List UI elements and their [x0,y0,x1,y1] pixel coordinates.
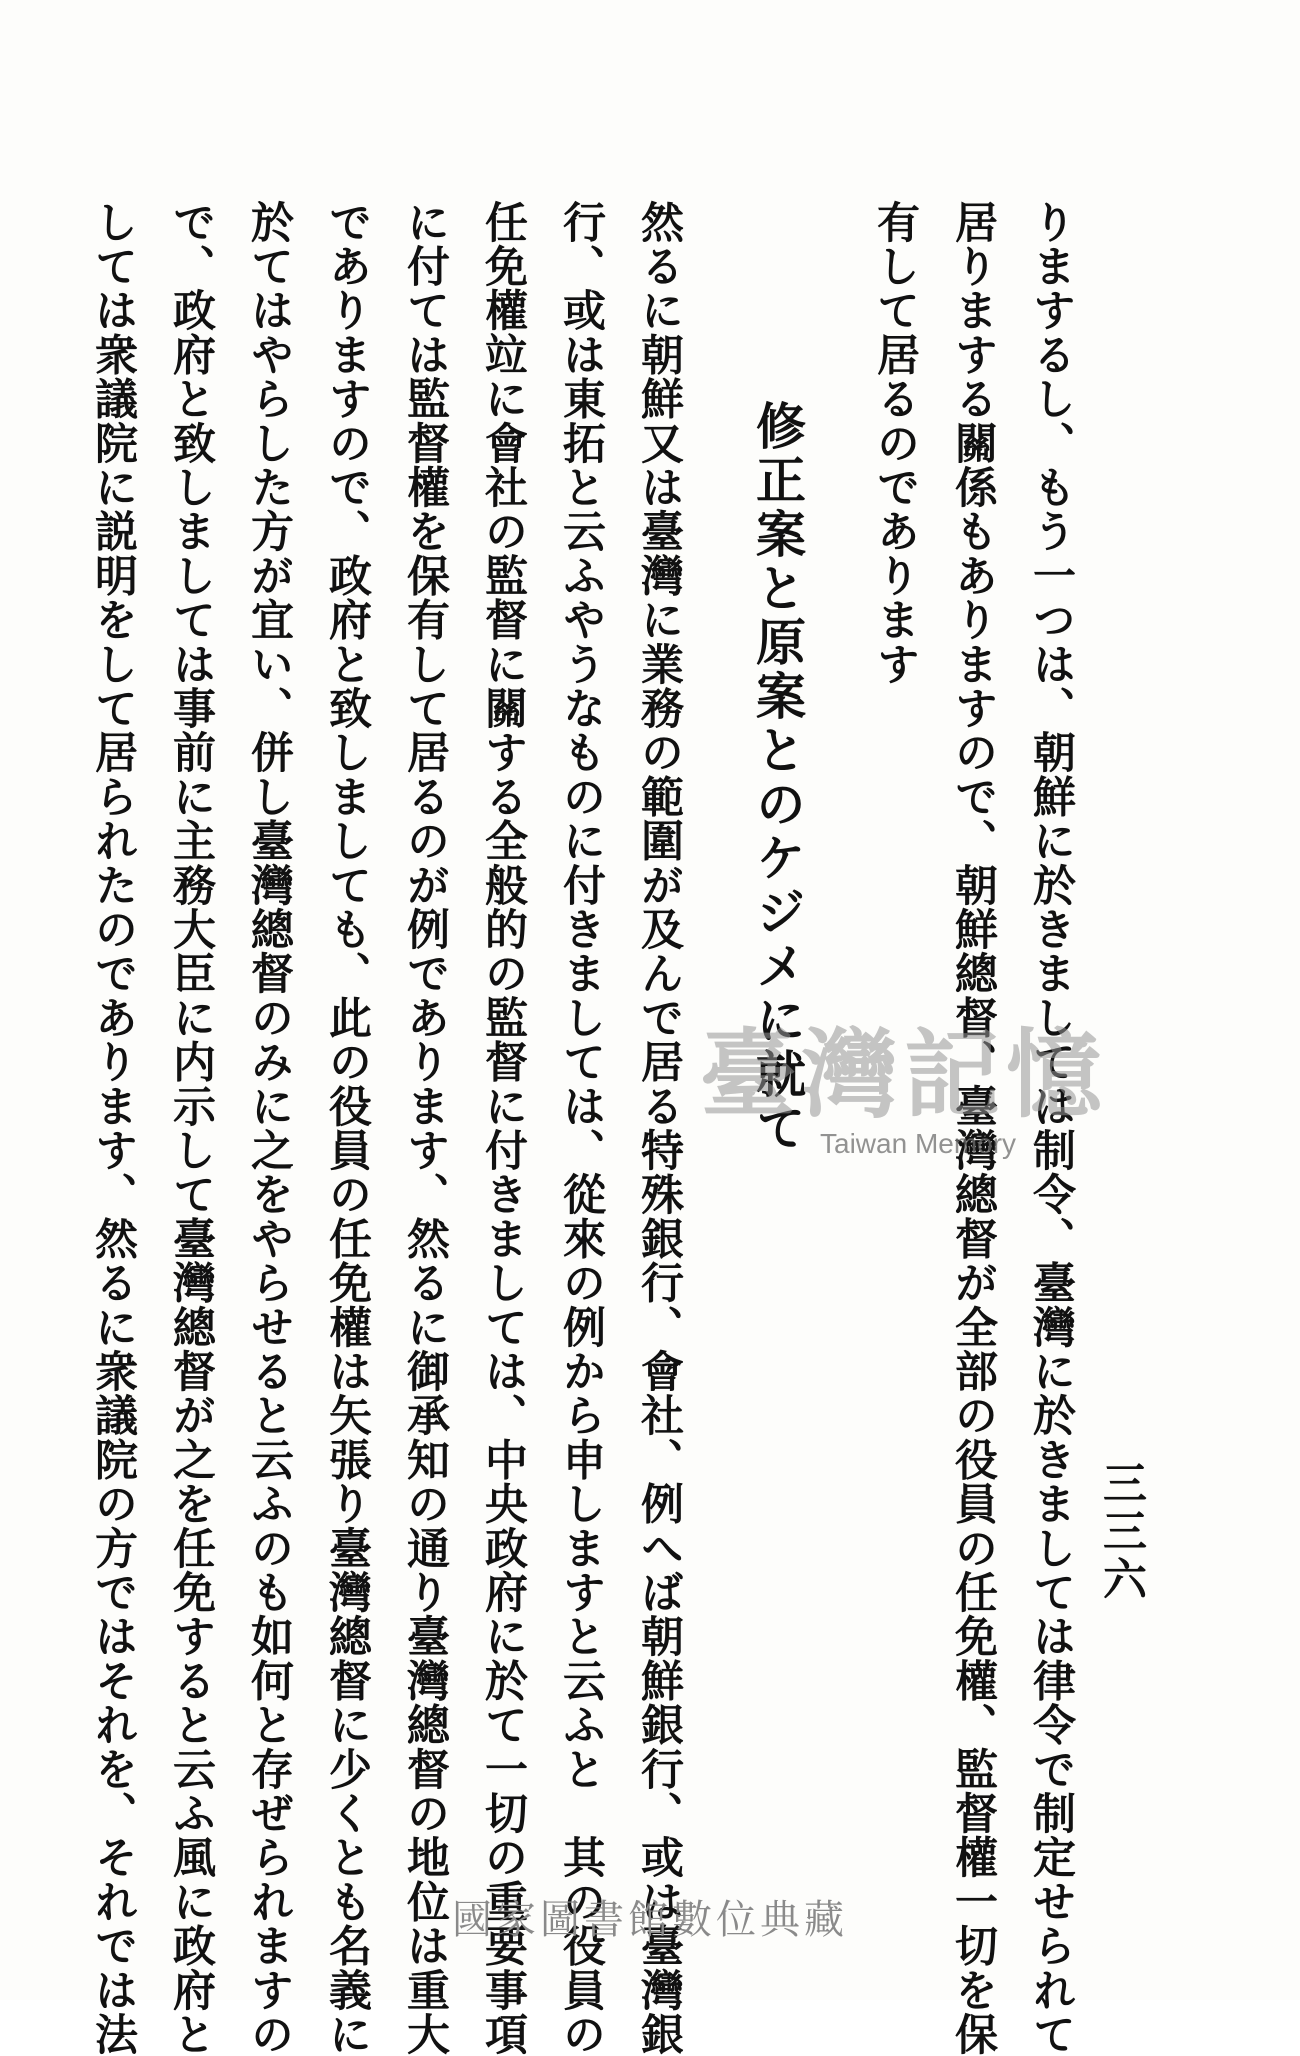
text-line: 然るに朝鮮又は臺灣に業務の範圍が及んで居る特殊銀行、會社、例へば朝鮮銀行、或は臺灣銀 [634,200,684,2056]
page-number: 三三六 [1095,1460,1146,1604]
text-line: 任免權竝に會社の監督に關する全般的の監督に付きましては、中央政府に於て一切の重要事項 [478,200,528,2056]
text-line: 行、或は東拓と云ふやうなものに付きましては、從來の例から申しますと云ふと 其の役員の [556,200,606,2056]
section-heading: 修正案と原案とのケジメに就て [748,400,807,1156]
text-line: に付ては監督權を保有して居るのが例であります、然るに御承知の通り臺灣總督の地位は重大 [400,200,450,2056]
text-line: 居りまする關係もありますので、朝鮮總督、臺灣總督が全部の役員の任免權、監督權一切を保 [948,200,998,2056]
footer-credit: 國家圖書館數位典藏 [452,1897,848,1943]
text-line: で、政府と致しましては事前に主務大臣に内示して臺灣總督が之を任免すると云ふ風に政府と [166,200,216,2056]
text-line: しては衆議院に説明をして居られたのであります、然るに衆議院の方ではそれを、それでは法 [88,200,138,2056]
text-line: でありますので、政府と致しましても、此の役員の任免權は矢張り臺灣總督に少くとも名義に [322,200,372,2056]
watermark-english-text: Taiwan Memory [820,1128,1017,1159]
text-line: 有して居るのであります [870,200,920,687]
watermark-chinese-text: 臺灣記憶 [700,1018,1108,1131]
taiwan-memory-watermark [700,1020,1120,1190]
text-line: 於てはやらした方が宜い、併し臺灣總督のみに之をやらせると云ふのも如何と存ぜられますの [244,200,294,2056]
text-line: りまするし、もう一つは、朝鮮に於きましては制令、臺灣に於きましては律令で制定せられて [1026,200,1076,2056]
